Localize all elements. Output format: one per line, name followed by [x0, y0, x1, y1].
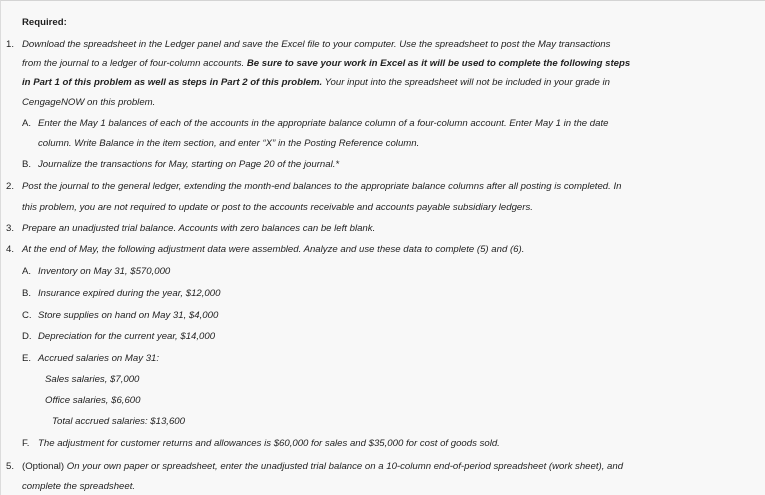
item-1b-line-1: Journalize the transactions for May, starting on Page 20 of the journal.*	[38, 159, 340, 170]
required-heading: Required:	[22, 17, 67, 28]
item-1a-line-1: Enter the May 1 balances of each of the accounts in the appropriate balance column of a four-column account. Enter May 1 in the date	[38, 118, 609, 129]
item-1-text: Download the spreadsheet in the Ledger panel and save the Excel file to your computer. Use the spreadsheet to post the May transactions	[22, 39, 611, 50]
item-5-line-2: complete the spreadsheet.	[22, 481, 136, 492]
item-4b-text: Insurance expired during the year, $12,000	[38, 288, 221, 299]
item-1a-letter: A.	[22, 118, 32, 129]
item-1-number: 1.	[6, 39, 15, 50]
item-4e-text: Accrued salaries on May 31:	[38, 353, 160, 364]
item-4d-letter: D.	[22, 331, 32, 342]
item-1-text: CengageNOW on this problem.	[22, 97, 156, 108]
item-5-text: On your own paper or spreadsheet, enter the unadjusted trial balance on a 10-column end-of-period spreadsheet (work sheet), and	[64, 461, 624, 472]
optional-label: (Optional)	[22, 461, 65, 472]
item-1-line-2	[22, 57, 630, 70]
item-3-number: 3.	[6, 223, 15, 234]
item-2-line-2: this problem, you are not required to update or post to the accounts receivable and accounts payable subsidiary ledgers.	[22, 202, 533, 213]
item-4f-text: The adjustment for customer returns and allowances is $60,000 for sales and $35,000 for cost of goods sold.	[38, 438, 500, 449]
item-2-line-1: Post the journal to the general ledger, extending the month-end balances to the appropriate balance columns after all posting is completed. In	[22, 181, 622, 192]
item-1b-letter: B.	[22, 159, 32, 170]
item-4b-letter: B.	[22, 288, 32, 299]
accrued-office-salaries: Office salaries, $6,600	[45, 395, 141, 406]
item-4f-letter: F.	[22, 438, 30, 449]
item-4c-letter: C.	[22, 310, 32, 321]
item-3-line-1: Prepare an unadjusted trial balance. Accounts with zero balances can be left blank.	[22, 223, 376, 234]
item-4-line-1: At the end of May, the following adjustment data were assembled. Analyze and use these data to complete (5) and (6).	[22, 244, 525, 255]
item-1-line-4	[22, 96, 155, 109]
item-5-number: 5.	[6, 461, 15, 472]
item-4a-letter: A.	[22, 266, 32, 277]
item-4c-text: Store supplies on hand on May 31, $4,000	[38, 310, 219, 321]
item-5-line-1	[22, 460, 623, 473]
accrued-sales-salaries: Sales salaries, $7,000	[45, 374, 140, 385]
item-1-text: Your input into the spreadsheet will not be included in your grade in	[322, 77, 610, 88]
item-4a-text: Inventory on May 31, $570,000	[38, 266, 171, 277]
item-1-line-3	[22, 76, 610, 89]
item-1a-line-2: column. Write Balance in the item section, and enter “X” in the Posting Reference column.	[38, 138, 420, 149]
item-1-line-1	[22, 38, 610, 51]
item-1-text: from the journal to a ledger of four-column accounts.	[22, 58, 247, 69]
accrued-total: Total accrued salaries: $13,600	[52, 416, 185, 427]
item-1-bold-note: Be sure to save your work in Excel as it will be used to complete the following steps	[246, 58, 631, 69]
item-4e-letter: E.	[22, 353, 32, 364]
item-1-bold-note: in Part 1 of this problem as well as steps in Part 2 of this problem.	[22, 77, 323, 88]
item-4d-text: Depreciation for the current year, $14,000	[38, 331, 216, 342]
item-2-number: 2.	[6, 181, 15, 192]
item-4-number: 4.	[6, 244, 15, 255]
